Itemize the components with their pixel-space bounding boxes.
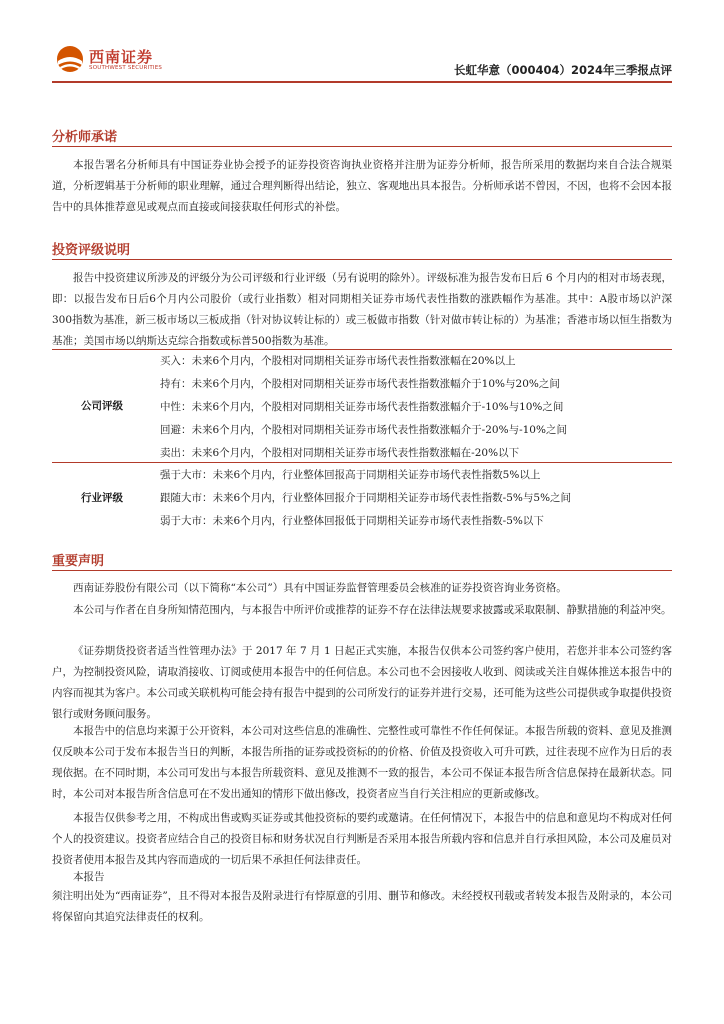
industry-rating-outperform: 强于大市：未来6个月内，行业整体回报高于同期相关证券市场代表性指数5%以上 [160, 469, 541, 481]
company-rating-avoid: 回避：未来6个月内，个股相对同期相关证券市场代表性指数涨幅介于-20%与-10%之间 [160, 424, 567, 436]
company-rating-neutral: 中性：未来6个月内，个股相对同期相关证券市场代表性指数涨幅介于-10%与10%之间 [160, 401, 564, 413]
disclaimer-paragraph: 西南证券股份有限公司（以下简称“本公司”）具有中国证券监督管理委员会核准的证券投资咨询业务资格。 [73, 582, 567, 594]
analyst-statement: 本报告署名分析师具有中国证券业协会授予的证券投资咨询执业资格并注册为证券分析师，报告所采用的数据均来自合法合规渠道，分析逻辑基于分析师的职业理解，通过合理判断得出结论，独立、客观地出具本报告。分析师承诺不曾因，不因，也将不会因本报告中的具体推荐意见或观点而直接或间接获取任何形式的补偿。 [52, 159, 672, 213]
disclaimer-section-title: 重要声明 [52, 554, 105, 569]
company-logo [55, 44, 175, 76]
analyst-section-title: 分析师承诺 [52, 130, 118, 145]
logo-english-name: SOUTHWEST SECURITIES [89, 65, 163, 71]
company-rating-label: 公司评级 [81, 400, 123, 412]
logo-sun-icon [55, 44, 85, 74]
header-divider [52, 81, 672, 83]
disclaimer-section-divider [52, 570, 672, 571]
disclaimer-paragraph: 本报告仅供参考之用，不构成出售或购买证券或其他投资标的要约或邀请。在任何情况下，本报告中的信息和意见均不构成对任何个人的投资建议。投资者应结合自己的投资目标和财务状况自行判断是否采用本报告所载内容和信息并自行承担风险，本公司及雇员对投资者使用本报告及其内容而造成的一切后果不承担任何法律责任。 [52, 812, 672, 866]
rating-table [52, 349, 672, 532]
disclaimer-paragraph: 本报告中的信息均来源于公开资料，本公司对这些信息的准确性、完整性或可靠性不作任何保证。本报告所载的资料、意见及推测仅反映本公司于发布本报告当日的判断，本报告所指的证券或投资标的的价格、价值及投资收入可升可跌，过往表现不应作为日后的表现依据。在不同时期，本公司可发出与本报告所载资料、意见及推测不一致的报告，本公司不保证本报告所含信息保持在最新状态。同时，本公司对本报告所含信息可在不发出通知的情形下做出修改，投资者应当自行关注相应的更新或修改。 [52, 725, 672, 800]
rating-section-divider [52, 259, 672, 260]
industry-rating-inline: 跟随大市：未来6个月内，行业整体回报介于同期相关证券市场代表性指数-5%与5%之间 [160, 492, 572, 504]
industry-rating-group [52, 462, 672, 532]
disclaimer-paragraph: 本报告 [73, 871, 105, 883]
analyst-section-divider [52, 146, 672, 147]
company-rating-group [52, 349, 672, 462]
disclaimer-paragraph: 本公司与作者在自身所知情范围内，与本报告中所评价或推荐的证券不存在法律法规要求披露或采取限制、静默措施的利益冲突。 [73, 604, 672, 616]
industry-rating-label: 行业评级 [81, 492, 123, 504]
rating-section-title: 投资评级说明 [52, 243, 131, 258]
report-title: 长虹华意（000404）2024年三季报点评 [453, 63, 672, 77]
company-rating-sell: 卖出：未来6个月内，个股相对同期相关证券市场代表性指数涨幅在-20%以下 [160, 447, 520, 459]
company-rating-buy: 买入：未来6个月内，个股相对同期相关证券市场代表性指数涨幅在20%以上 [160, 355, 516, 367]
page-header [0, 0, 724, 90]
disclaimer-paragraph: 《证券期货投资者适当性管理办法》于 2017 年 7 月 1 日起正式实施，本报告仅供本公司签约客户使用，若您并非本公司签约客户，为控制投资风险，请取消接收、订阅或使用本报告中的任何信息。本公司也不会因接收人收到、阅读或关注自媒体推送本报告中的内容而视其为客户。本公司或关联机构可能会持有报告中提到的公司所发行的证券并进行交易，还可能为这些公司提供或争取提供投资银行或财务顾问服务。 [52, 645, 672, 720]
disclaimer-paragraph: 须注明出处为“西南证券”，且不得对本报告及附录进行有悖原意的引用、删节和修改。未经授权刊载或者转发本报告及附录的，本公司将保留向其追究法律责任的权利。 [52, 890, 672, 923]
company-rating-hold: 持有：未来6个月内，个股相对同期相关证券市场代表性指数涨幅介于10%与20%之间 [160, 378, 560, 390]
industry-rating-underperform: 弱于大市：未来6个月内，行业整体回报低于同期相关证券市场代表性指数-5%以下 [160, 515, 544, 527]
logo-chinese-name: 西南证券 [89, 48, 154, 66]
rating-description: 报告中投资建议所涉及的评级分为公司评级和行业评级（另有说明的除外）。评级标准为报告发布日后 6 个月内的相对市场表现，即：以报告发布日后6个月内公司股价（或行业指数）相对同期相关证券市场代表性指数的涨跌幅作为基准。其中：A股市场以沪深300指数为基准，新三板市场以三板成指（针对协议转让标的）或三板做市指数（针对做市转让标的）为基准；香港市场以恒生指数为基准；美国市场以纳斯达克综合指数或标普500指数为基准。 [52, 272, 672, 347]
